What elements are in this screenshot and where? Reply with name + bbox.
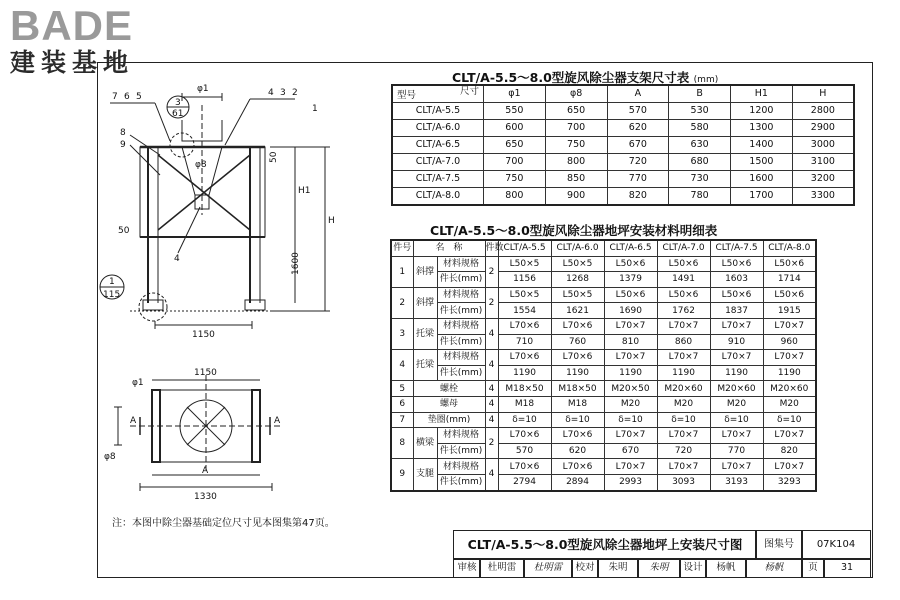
value-cell: 650 [484, 137, 546, 154]
value-cell: M20×60 [710, 381, 763, 397]
spec-cell: L50×6 [604, 256, 657, 272]
value-cell: 820 [607, 188, 669, 206]
table-row [391, 365, 816, 381]
spec-cell: L70×6 [551, 459, 604, 475]
spec-cell: L70×7 [763, 459, 816, 475]
spec-cell: L50×5 [498, 287, 551, 303]
length-cell: 810 [604, 334, 657, 350]
value-cell: 550 [484, 103, 546, 120]
spec-cell: L50×6 [657, 287, 710, 303]
page-number: 31 [823, 558, 871, 578]
check-label: 校对 [571, 558, 599, 578]
callout-leader-4-low [178, 207, 200, 253]
label-1600: 1600 [291, 252, 301, 275]
item-qty: 2 [485, 287, 498, 318]
item-name: 横梁 [413, 428, 437, 459]
length-label: 件长(mm) [437, 303, 485, 319]
table-row [391, 318, 816, 334]
label-phi1: φ1 [197, 84, 209, 94]
length-cell: 1690 [604, 303, 657, 319]
spec-cell: L70×7 [657, 318, 710, 334]
table-row [391, 303, 816, 319]
item-num: 1 [391, 256, 413, 287]
length-cell: 1379 [604, 272, 657, 288]
length-cell: 1714 [763, 272, 816, 288]
drawing-note: 注：本图中除尘器基础定位尺寸见本图集第47页。 [112, 518, 335, 529]
value-cell: 600 [484, 120, 546, 137]
callout-leader-8 [130, 135, 160, 155]
value-cell: 1700 [731, 188, 793, 206]
label-plan-phi8: φ8 [104, 452, 116, 462]
value-cell: 1200 [731, 103, 793, 120]
callout-3: 3 [280, 88, 286, 98]
length-cell: 1491 [657, 272, 710, 288]
spec-cell: L70×7 [710, 459, 763, 475]
col-phi1: φ1 [484, 85, 546, 103]
material-list-table [390, 239, 817, 492]
table-row [391, 381, 816, 397]
item-num: 4 [391, 350, 413, 381]
col-h: H [792, 85, 854, 103]
table-row [391, 428, 816, 444]
page-label: 页 [801, 558, 825, 578]
col-h1: H1 [731, 85, 793, 103]
table-row [391, 272, 816, 288]
callout-4-low: 4 [174, 254, 180, 264]
checker-name: 朱明 [597, 558, 639, 578]
table-row [391, 443, 816, 459]
diagonal-header-cell [392, 85, 484, 103]
label-50b: 50 [269, 151, 279, 163]
length-cell: 2993 [604, 474, 657, 490]
value-cell: 900 [545, 188, 607, 206]
model-cell: CLT/A-8.0 [392, 188, 484, 206]
spec-cell: L50×6 [710, 256, 763, 272]
spec-cell: L70×6 [551, 428, 604, 444]
table-header-row [392, 85, 854, 103]
length-cell: 910 [710, 334, 763, 350]
table1-unit: (mm) [693, 75, 719, 85]
item-num: 9 [391, 459, 413, 491]
value-cell: M18×50 [551, 381, 604, 397]
callout-4: 4 [268, 88, 274, 98]
value-cell: 3100 [792, 154, 854, 171]
value-cell: δ=10 [710, 412, 763, 428]
value-cell: 1400 [731, 137, 793, 154]
item-qty: 4 [485, 459, 498, 491]
length-cell: 720 [657, 443, 710, 459]
item-qty: 4 [485, 318, 498, 349]
length-cell: 1156 [498, 272, 551, 288]
title-block [453, 530, 871, 576]
length-cell: 3093 [657, 474, 710, 490]
callout-7: 7 [112, 92, 118, 102]
length-cell: 1762 [657, 303, 710, 319]
table-row [392, 103, 854, 120]
callout-8: 8 [120, 128, 126, 138]
value-cell: 620 [607, 120, 669, 137]
diag-bottom-label: 型号 [397, 90, 417, 101]
item-num: 5 [391, 381, 413, 397]
spec-cell: L50×6 [710, 287, 763, 303]
header-model: CLT/A-7.5 [710, 240, 763, 256]
value-cell: 570 [607, 103, 669, 120]
value-cell: 1500 [731, 154, 793, 171]
spec-label: 材料规格 [437, 459, 485, 475]
value-cell: δ=10 [551, 412, 604, 428]
right-base [245, 300, 265, 310]
detail-bottom-number: 1 [109, 277, 115, 287]
value-cell: 680 [669, 154, 731, 171]
item-name: 垫圈(mm) [413, 412, 485, 428]
length-cell: 3293 [763, 474, 816, 490]
length-cell: 570 [498, 443, 551, 459]
callout-9: 9 [120, 140, 126, 150]
value-cell: 630 [669, 137, 731, 154]
spec-cell: L50×5 [551, 256, 604, 272]
value-cell: δ=10 [657, 412, 710, 428]
length-cell: 1190 [551, 365, 604, 381]
table1-title-text: CLT/A-5.5～8.0型旋风除尘器支架尺寸表 [452, 70, 690, 85]
item-num: 6 [391, 396, 413, 412]
label-a: A [202, 466, 209, 476]
value-cell: δ=10 [763, 412, 816, 428]
value-cell: M20 [604, 396, 657, 412]
value-cell: 1300 [731, 120, 793, 137]
value-cell: M20×50 [604, 381, 657, 397]
logo-latin-text: BADE [10, 2, 134, 49]
item-name: 斜撑 [413, 287, 437, 318]
atlas-label: 图集号 [755, 530, 803, 560]
spec-cell: L70×6 [498, 428, 551, 444]
item-name: 螺母 [413, 396, 485, 412]
table-row [391, 459, 816, 475]
spec-cell: L70×6 [551, 350, 604, 366]
col-a: A [607, 85, 669, 103]
header-model: CLT/A-6.0 [551, 240, 604, 256]
item-qty: 4 [485, 396, 498, 412]
table-row [391, 334, 816, 350]
col-phi8: φ8 [545, 85, 607, 103]
value-cell: 800 [545, 154, 607, 171]
label-plan-1150: 1150 [194, 368, 217, 378]
value-cell: δ=10 [498, 412, 551, 428]
col-b: B [669, 85, 731, 103]
design-label: 设计 [679, 558, 707, 578]
model-cell: CLT/A-7.5 [392, 171, 484, 188]
value-cell: 580 [669, 120, 731, 137]
table-row [392, 137, 854, 154]
spec-cell: L70×7 [763, 318, 816, 334]
bracket-dimension-table [391, 84, 855, 206]
table-row [392, 120, 854, 137]
spec-label: 材料规格 [437, 287, 485, 303]
value-cell: 530 [669, 103, 731, 120]
table-row [391, 396, 816, 412]
table-row [392, 154, 854, 171]
length-cell: 1915 [763, 303, 816, 319]
label-1330: 1330 [194, 492, 217, 502]
spec-cell: L70×7 [604, 428, 657, 444]
label-plan-phi1: φ1 [132, 378, 144, 388]
spec-cell: L70×7 [604, 318, 657, 334]
length-cell: 1190 [657, 365, 710, 381]
model-cell: CLT/A-7.0 [392, 154, 484, 171]
length-cell: 1268 [551, 272, 604, 288]
spec-cell: L70×7 [604, 459, 657, 475]
table-row [391, 287, 816, 303]
value-cell: 750 [484, 171, 546, 188]
value-cell: M20 [710, 396, 763, 412]
value-cell: 1600 [731, 171, 793, 188]
callout-leader-9 [130, 145, 160, 175]
spec-label: 材料规格 [437, 350, 485, 366]
value-cell: 770 [607, 171, 669, 188]
spec-cell: L50×6 [763, 287, 816, 303]
label-1150: 1150 [192, 330, 215, 340]
value-cell: 730 [669, 171, 731, 188]
length-cell: 1554 [498, 303, 551, 319]
model-cell: CLT/A-6.0 [392, 120, 484, 137]
label-h1: H1 [298, 186, 311, 196]
callout-5: 5 [136, 92, 142, 102]
value-cell: M20 [763, 396, 816, 412]
atlas-number: 07K104 [801, 530, 871, 560]
model-cell: CLT/A-5.5 [392, 103, 484, 120]
length-cell: 1837 [710, 303, 763, 319]
value-cell: M18×50 [498, 381, 551, 397]
item-qty: 4 [485, 350, 498, 381]
callout-6: 6 [124, 92, 130, 102]
item-qty: 2 [485, 256, 498, 287]
length-label: 件长(mm) [437, 272, 485, 288]
value-cell: 700 [484, 154, 546, 171]
table-header-row [391, 240, 816, 256]
length-cell: 2894 [551, 474, 604, 490]
designer-signature: 杨帆 [745, 558, 803, 578]
header-name: 名 称 [413, 240, 485, 256]
value-cell: 650 [545, 103, 607, 120]
left-base [143, 300, 163, 310]
item-num: 7 [391, 412, 413, 428]
spec-label: 材料规格 [437, 428, 485, 444]
value-cell: 850 [545, 171, 607, 188]
table-row [392, 188, 854, 206]
header-model: CLT/A-6.5 [604, 240, 657, 256]
table2-title: CLT/A-5.5～8.0型旋风除尘器地坪安装材料明细表 [430, 223, 718, 238]
table-row [392, 171, 854, 188]
length-cell: 820 [763, 443, 816, 459]
spec-cell: L50×5 [551, 287, 604, 303]
item-qty: 2 [485, 428, 498, 459]
spec-cell: L70×7 [604, 350, 657, 366]
table-row [391, 412, 816, 428]
item-num: 2 [391, 287, 413, 318]
item-name: 斜撑 [413, 256, 437, 287]
spec-cell: L50×5 [498, 256, 551, 272]
spec-cell: L70×6 [498, 350, 551, 366]
length-label: 件长(mm) [437, 474, 485, 490]
checker-signature: 朱明 [637, 558, 681, 578]
spec-cell: L50×6 [604, 287, 657, 303]
review-label: 审核 [453, 558, 481, 578]
item-num: 3 [391, 318, 413, 349]
length-cell: 1603 [710, 272, 763, 288]
spec-cell: L50×6 [657, 256, 710, 272]
callout-1: 1 [312, 104, 318, 114]
value-cell: M20 [657, 396, 710, 412]
label-h: H [328, 216, 335, 226]
value-cell: 3200 [792, 171, 854, 188]
length-cell: 3193 [710, 474, 763, 490]
spec-cell: L70×6 [498, 318, 551, 334]
spec-cell: L70×7 [710, 428, 763, 444]
label-50a: 50 [118, 226, 130, 236]
support-frame-drawing [100, 75, 385, 505]
detail-bottom-sheet: 115 [103, 290, 121, 300]
value-cell: 700 [545, 120, 607, 137]
item-num: 8 [391, 428, 413, 459]
value-cell: δ=10 [604, 412, 657, 428]
spec-cell: L70×7 [657, 428, 710, 444]
length-cell: 710 [498, 334, 551, 350]
spec-label: 材料规格 [437, 318, 485, 334]
spec-cell: L70×6 [498, 459, 551, 475]
spec-cell: L70×7 [710, 350, 763, 366]
section-label-left: A [130, 416, 137, 426]
length-cell: 1190 [710, 365, 763, 381]
value-cell: 720 [607, 154, 669, 171]
value-cell: 2900 [792, 120, 854, 137]
reviewer-name: 杜明雷 [479, 558, 525, 578]
value-cell: 670 [607, 137, 669, 154]
header-model: CLT/A-7.0 [657, 240, 710, 256]
length-cell: 770 [710, 443, 763, 459]
length-cell: 760 [551, 334, 604, 350]
logo-chinese-text: 建装基地 [10, 48, 135, 77]
length-cell: 620 [551, 443, 604, 459]
length-cell: 1190 [604, 365, 657, 381]
header-qty: 件数 [485, 240, 498, 256]
header-model: CLT/A-5.5 [498, 240, 551, 256]
item-qty: 4 [485, 412, 498, 428]
length-label: 件长(mm) [437, 443, 485, 459]
spec-cell: L70×7 [763, 428, 816, 444]
header-model: CLT/A-8.0 [763, 240, 816, 256]
item-qty: 4 [485, 381, 498, 397]
value-cell: 750 [545, 137, 607, 154]
length-cell: 670 [604, 443, 657, 459]
table-row [391, 256, 816, 272]
reviewer-signature: 杜明雷 [523, 558, 573, 578]
detail-top-number: 3 [175, 98, 181, 108]
value-cell: 780 [669, 188, 731, 206]
spec-cell: L70×6 [551, 318, 604, 334]
value-cell: M20×60 [763, 381, 816, 397]
length-cell: 2794 [498, 474, 551, 490]
model-cell: CLT/A-6.5 [392, 137, 484, 154]
length-cell: 1621 [551, 303, 604, 319]
spec-cell: L70×7 [710, 318, 763, 334]
item-name: 螺栓 [413, 381, 485, 397]
spec-cell: L50×6 [763, 256, 816, 272]
value-cell: M18 [551, 396, 604, 412]
spec-cell: L70×7 [763, 350, 816, 366]
value-cell: M20×60 [657, 381, 710, 397]
label-phi8: φ8 [195, 160, 207, 170]
length-label: 件长(mm) [437, 365, 485, 381]
value-cell: 3300 [792, 188, 854, 206]
designer-name: 杨帆 [705, 558, 747, 578]
value-cell: 800 [484, 188, 546, 206]
drawing-title: CLT/A-5.5～8.0型旋风除尘器地坪上安装尺寸图 [453, 530, 757, 560]
value-cell: M18 [498, 396, 551, 412]
spec-cell: L70×7 [657, 459, 710, 475]
detail-top-sheet: 61 [172, 109, 184, 119]
value-cell: 2800 [792, 103, 854, 120]
diag-top-label: 尺寸 [459, 86, 479, 97]
item-name: 托梁 [413, 318, 437, 349]
section-label-right: A [274, 416, 281, 426]
spec-label: 材料规格 [437, 256, 485, 272]
table-row [391, 474, 816, 490]
length-label: 件长(mm) [437, 334, 485, 350]
table-row [391, 350, 816, 366]
value-cell: 3000 [792, 137, 854, 154]
spec-cell: L70×7 [657, 350, 710, 366]
item-name: 支腿 [413, 459, 437, 491]
length-cell: 1190 [498, 365, 551, 381]
header-num: 件号 [391, 240, 413, 256]
length-cell: 860 [657, 334, 710, 350]
item-name: 托梁 [413, 350, 437, 381]
callout-2: 2 [292, 88, 298, 98]
length-cell: 1190 [763, 365, 816, 381]
length-cell: 960 [763, 334, 816, 350]
